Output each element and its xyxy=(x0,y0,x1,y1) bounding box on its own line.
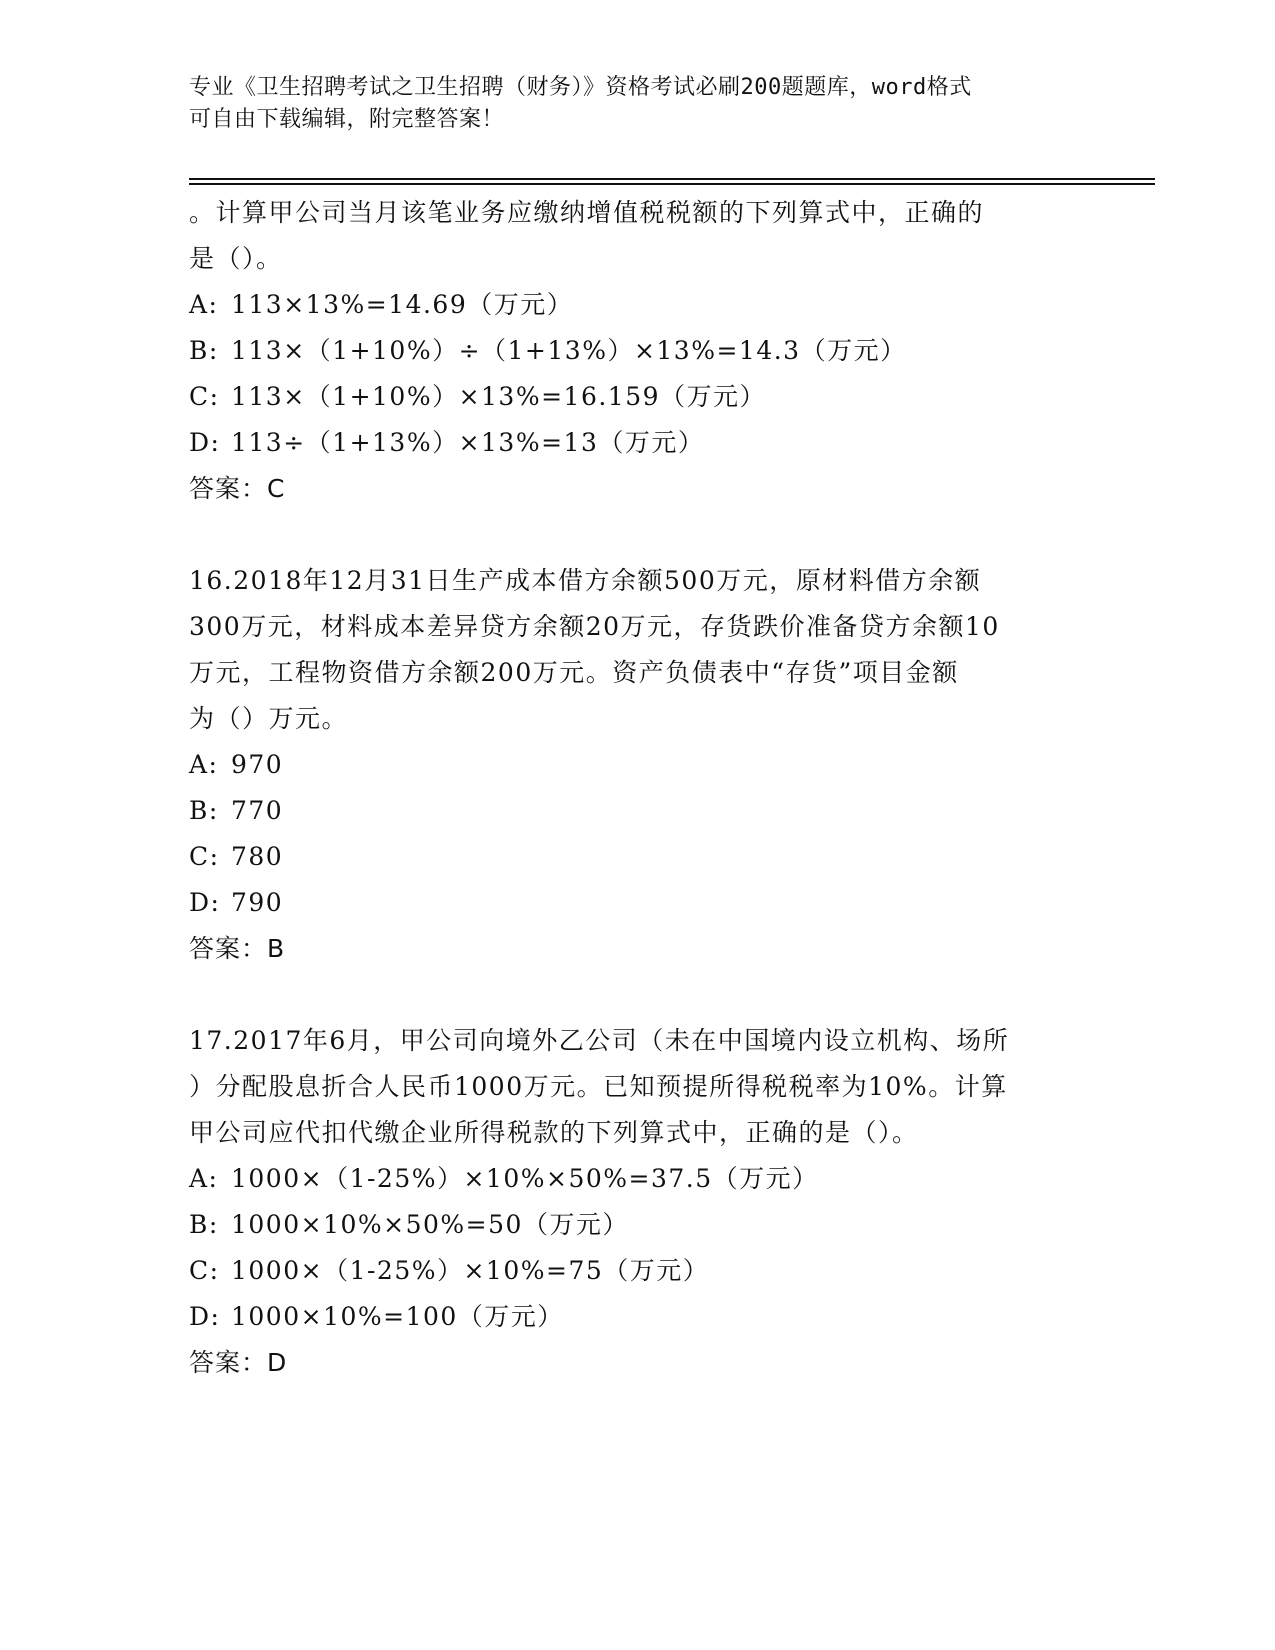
question-16 xyxy=(189,558,1089,972)
option-label: B: xyxy=(189,796,219,825)
option-text: 1000×（1-25%）×10%=75（万元） xyxy=(231,1256,710,1285)
question-stem-line: 16.2018年12月31日生产成本借方余额500万元，原材料借方余额 xyxy=(189,566,982,595)
option-text: 113×13%=14.69（万元） xyxy=(231,290,574,319)
question-spacer xyxy=(189,512,1089,558)
option-b xyxy=(189,328,1089,374)
option-label: D: xyxy=(189,1302,221,1331)
question-15 xyxy=(189,190,1089,512)
document-header xyxy=(189,72,1069,136)
option-label: A: xyxy=(189,750,219,779)
option-text: 790 xyxy=(231,888,284,917)
option-label: A: xyxy=(189,1164,219,1193)
header-line-1: 专业《卫生招聘考试之卫生招聘（财务）》资格考试必刷200题题库，word格式 xyxy=(189,75,972,100)
option-text: 970 xyxy=(231,750,284,779)
option-a xyxy=(189,1156,1089,1202)
option-b xyxy=(189,788,1089,834)
option-text: 113÷（1+13%）×13%=13（万元） xyxy=(231,428,705,457)
question-17 xyxy=(189,1018,1089,1386)
option-c xyxy=(189,374,1089,420)
option-d xyxy=(189,1294,1089,1340)
option-label: D: xyxy=(189,428,221,457)
option-text: 1000×10%=100（万元） xyxy=(231,1302,564,1331)
question-stem-line: 甲公司应代扣代缴企业所得税款的下列算式中，正确的是（）。 xyxy=(189,1118,919,1147)
option-c xyxy=(189,1248,1089,1294)
option-d xyxy=(189,880,1089,926)
option-text: 1000×10%×50%=50（万元） xyxy=(231,1210,629,1239)
option-text: 770 xyxy=(231,796,284,825)
header-divider-bottom xyxy=(189,183,1155,185)
question-stem-line: ）分配股息折合人民币1000万元。已知预提所得税税率为10%。计算 xyxy=(189,1072,1008,1101)
question-stem-line: 是（）。 xyxy=(189,244,283,273)
question-stem-line: 万元，工程物资借方余额200万元。资产负债表中“存货”项目金额 xyxy=(189,658,959,687)
header-line-2: 可自由下载编辑，附完整答案！ xyxy=(189,107,505,132)
option-b xyxy=(189,1202,1089,1248)
header-divider-top xyxy=(189,178,1155,180)
answer-line: 答案：D xyxy=(189,1348,288,1377)
option-a xyxy=(189,742,1089,788)
option-text: 780 xyxy=(231,842,284,871)
option-text: 113×（1+10%）×13%=16.159（万元） xyxy=(231,382,767,411)
option-text: 113×（1+10%）÷（1+13%）×13%=14.3（万元） xyxy=(231,336,907,365)
option-label: D: xyxy=(189,888,221,917)
answer-line: 答案：C xyxy=(189,474,286,503)
answer-line: 答案：B xyxy=(189,934,286,963)
option-d xyxy=(189,420,1089,466)
question-spacer xyxy=(189,972,1089,1018)
option-label: C: xyxy=(189,842,220,871)
question-stem-line: 17.2017年6月，甲公司向境外乙公司（未在中国境内设立机构、场所 xyxy=(189,1026,1010,1055)
option-text: 1000×（1-25%）×10%×50%=37.5（万元） xyxy=(231,1164,819,1193)
option-a xyxy=(189,282,1089,328)
question-stem-line: 300万元，材料成本差异贷方余额20万元，存货跌价准备贷方余额10 xyxy=(189,612,1000,641)
option-c xyxy=(189,834,1089,880)
question-body xyxy=(189,190,1089,1386)
option-label: C: xyxy=(189,382,220,411)
option-label: B: xyxy=(189,1210,219,1239)
question-stem-line: 。计算甲公司当月该笔业务应缴纳增值税税额的下列算式中，正确的 xyxy=(189,198,985,227)
option-label: A: xyxy=(189,290,219,319)
question-stem-line: 为（）万元。 xyxy=(189,704,349,733)
option-label: C: xyxy=(189,1256,220,1285)
option-label: B: xyxy=(189,336,219,365)
